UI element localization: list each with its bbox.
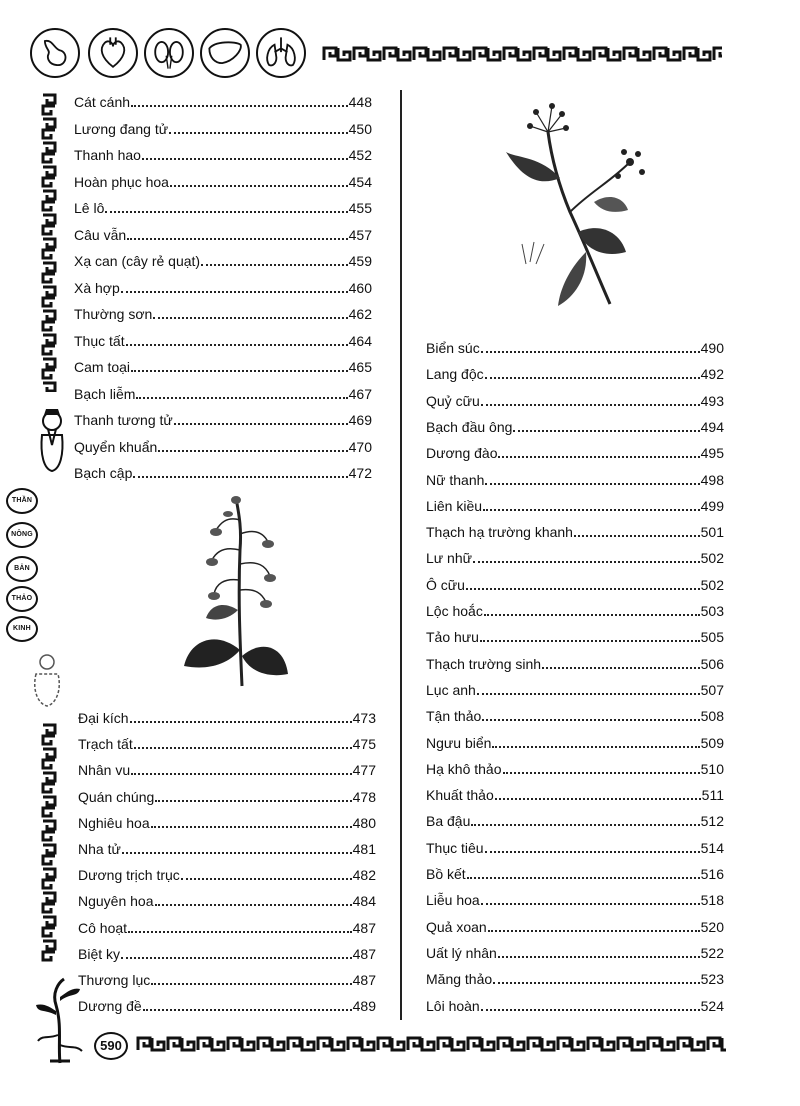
toc-entry-page: 490 (700, 340, 724, 356)
toc-entry-title: Thanh hao (74, 147, 141, 163)
dot-leader (485, 377, 700, 379)
dot-leader (493, 982, 699, 984)
toc-entry (426, 700, 724, 724)
dot-leader (131, 773, 351, 775)
toc-entry (74, 192, 372, 216)
dot-leader (480, 640, 700, 642)
toc-entry-title: Liễu hoa (426, 892, 480, 909)
toc-entry-page: 477 (352, 762, 376, 779)
toc-entry (78, 754, 376, 778)
toc-entry-page: 514 (700, 839, 724, 856)
toc-entry-title: Quyển khuẩn (74, 438, 158, 455)
greek-key-border-bottom (136, 1034, 726, 1054)
toc-entry-page: 450 (348, 120, 372, 137)
plant-root-illustration (30, 975, 90, 1065)
toc-entry-title: Lang độc (426, 366, 484, 383)
toc-entry-page: 465 (348, 359, 372, 375)
toc-entry-page: 523 (700, 971, 724, 988)
toc-entry-page: 512 (700, 813, 724, 830)
kidneys-icon (144, 28, 194, 78)
toc-entry-title: Thục tất (74, 332, 125, 349)
plant-illustration-left (176, 490, 306, 690)
toc-entry-title: Đại kích (78, 710, 129, 726)
toc-entry-title: Xạ can (cây rẻ quạt) (74, 253, 201, 269)
dot-leader (151, 983, 351, 985)
toc-entry (426, 332, 724, 356)
toc-entry (78, 938, 376, 962)
toc-entry-page: 516 (700, 866, 724, 882)
dot-leader (131, 370, 348, 372)
dot-leader (122, 852, 352, 854)
toc-entry-title: Lương đang tử (74, 120, 169, 137)
toc-entry-title: Hoàn phục hoa (74, 173, 169, 190)
toc-entry (426, 569, 724, 593)
toc-entry (426, 805, 724, 829)
toc-entry (78, 859, 376, 883)
toc-entry-title: Thường sơn (74, 306, 153, 322)
toc-entry-page: 475 (352, 736, 376, 753)
toc-entry (78, 964, 376, 988)
dot-leader (482, 719, 699, 721)
dot-leader (485, 483, 699, 485)
toc-entry-title: Lê lô (74, 200, 105, 216)
toc-entry-page: 455 (348, 200, 372, 216)
toc-entry-title: Cô hoạt (78, 919, 128, 936)
dot-leader (542, 667, 700, 669)
dot-leader (170, 185, 348, 187)
toc-entry (426, 437, 724, 461)
toc-entry (74, 351, 372, 375)
toc-entry-page: 454 (348, 173, 372, 190)
toc-entry-title: Măng thảo (426, 971, 493, 988)
toc-entry-page: 495 (700, 445, 724, 462)
toc-entry-page: 484 (352, 893, 376, 910)
toc-entry-title: Thanh tương tử (74, 412, 173, 428)
toc-entry (74, 139, 372, 163)
toc-entry-title: Bạch liễm (74, 385, 136, 402)
toc-entry (426, 490, 724, 514)
toc-entry-page: 510 (700, 760, 724, 777)
toc-entry-page: 459 (348, 253, 372, 269)
toc-entry-page: 503 (700, 603, 724, 619)
toc-entry-page: 509 (700, 734, 724, 751)
greek-key-border-left-top (40, 92, 58, 392)
figure-sketch-illustration (24, 650, 70, 710)
toc-entry-page: 499 (700, 497, 724, 514)
toc-entry-title: Bạch cập (74, 465, 133, 481)
toc-entry-title: Xà hợp (74, 279, 120, 296)
toc-entry-page: 502 (700, 576, 724, 593)
toc-entry-page: 492 (700, 366, 724, 383)
dot-leader (513, 430, 699, 432)
toc-entry-page: 482 (352, 867, 376, 884)
dot-leader (155, 800, 351, 802)
toc-entry (74, 245, 372, 269)
dot-leader (467, 877, 700, 879)
dot-leader (498, 456, 699, 458)
stomach-icon (30, 28, 80, 78)
lungs-icon (256, 28, 306, 78)
column-divider (400, 90, 402, 1020)
toc-entry-title: Dương đào (426, 445, 498, 462)
dot-leader (142, 158, 348, 160)
badge-thao: THẢO (6, 586, 38, 612)
toc-entry (74, 86, 372, 110)
dot-leader (466, 588, 700, 590)
greek-key-border-left-bottom (40, 722, 58, 962)
toc-entry (426, 595, 724, 619)
dot-leader (133, 476, 347, 478)
toc-entry-title: Trạch tất (78, 736, 133, 753)
toc-entry-title: Thương lục (78, 972, 151, 988)
dot-leader (201, 264, 348, 266)
toc-entry-page: 494 (700, 418, 724, 435)
dot-leader (151, 826, 352, 828)
dot-leader (473, 561, 700, 563)
dot-leader (471, 824, 699, 826)
toc-entry-title: Uất lý nhân (426, 944, 497, 961)
dot-leader (155, 904, 352, 906)
toc-entry-page: 505 (700, 629, 724, 646)
toc-entry-page: 480 (352, 814, 376, 831)
toc-entry-title: Liên kiều (426, 497, 483, 514)
plant-illustration-right (500, 92, 660, 312)
dot-leader (481, 903, 700, 905)
toc-entry (74, 166, 372, 190)
heart-icon (88, 28, 138, 78)
toc-entry (426, 858, 724, 882)
toc-entry (74, 378, 372, 402)
toc-entry-title: Thạch hạ trường khanh (426, 524, 573, 541)
toc-entry (74, 298, 372, 322)
toc-entry-title: Nghiêu hoa (78, 814, 150, 831)
toc-entry-title: Lôi hoàn (426, 997, 480, 1014)
toc-entry-title: Câu vẫn (74, 226, 127, 243)
dot-leader (481, 351, 700, 353)
toc-entry-page: 524 (700, 997, 724, 1014)
toc-entry-title: Dương đề (78, 998, 142, 1015)
toc-entry-title: Dương trịch trục (78, 867, 180, 884)
toc-entry (426, 542, 724, 566)
toc-entry-page: 464 (348, 332, 372, 349)
toc-entry (74, 272, 372, 296)
dot-leader (121, 291, 348, 293)
toc-entry-page: 493 (700, 392, 724, 409)
dot-leader (153, 317, 347, 319)
toc-entry-title: Thục tiêu (426, 839, 484, 856)
toc-entry (426, 753, 724, 777)
toc-entry-page: 478 (352, 788, 376, 805)
toc-entry-title: Tận thảo (426, 708, 482, 725)
toc-entry-page: 501 (700, 524, 724, 541)
toc-entry (426, 385, 724, 409)
toc-entry-page: 470 (348, 438, 372, 455)
toc-entry (426, 832, 724, 856)
toc-entry-title: Bạch đầu ông (426, 418, 513, 435)
dot-leader (105, 211, 347, 213)
toc-entry-page: 489 (352, 998, 376, 1015)
toc-entry-page: 518 (700, 892, 724, 909)
toc-entry-page: 469 (348, 412, 372, 428)
toc-entry-page: 452 (348, 147, 372, 163)
toc-entry-page: 460 (348, 279, 372, 296)
toc-entry (74, 404, 372, 428)
toc-entry-page: 507 (700, 681, 724, 698)
dot-leader (481, 404, 700, 406)
toc-entry (74, 325, 372, 349)
toc-entry (78, 807, 376, 831)
dot-leader (488, 930, 700, 932)
toc-entry (78, 990, 376, 1014)
toc-entry-page: 506 (700, 655, 724, 672)
toc-entry-page: 511 (701, 787, 724, 804)
toc-entry (78, 781, 376, 805)
toc-entry-title: Ô cữu (426, 576, 465, 593)
toc-entry-title: Nhân vu (78, 762, 131, 779)
dot-leader (126, 344, 348, 346)
toc-entry-page: 462 (348, 306, 372, 322)
toc-entry (74, 113, 372, 137)
toc-entry (426, 727, 724, 751)
toc-entry (426, 516, 724, 540)
toc-entry-page: 498 (700, 471, 724, 488)
toc-entry-page: 467 (348, 385, 372, 402)
toc-entry-title: Thạch trường sinh (426, 655, 542, 672)
toc-entry-page: 487 (352, 972, 376, 988)
toc-entry-title: Lộc hoắc (426, 603, 483, 619)
dot-leader (128, 931, 352, 933)
dot-leader (484, 614, 700, 616)
toc-entry-title: Ba đậu (426, 813, 471, 830)
toc-entry-page: 502 (700, 550, 724, 567)
greek-key-border-top (322, 44, 722, 64)
toc-entry-title: Biệt ky (78, 945, 121, 962)
liver-icon (200, 28, 250, 78)
toc-entry-title: Bồ kết (426, 866, 466, 882)
toc-entry-title: Quả xoan (426, 918, 487, 935)
toc-entry-page: 472 (348, 465, 372, 481)
toc-entry-title: Nha tử (78, 841, 121, 857)
dot-leader (503, 772, 700, 774)
toc-entry (426, 779, 724, 803)
toc-entry-title: Cát cánh (74, 94, 131, 110)
dot-leader (158, 450, 347, 452)
toc-entry-title: Cam toại (74, 359, 131, 375)
toc-entry-page: 481 (352, 841, 376, 857)
toc-entry (78, 833, 376, 857)
toc-entry-title: Ngưu biển (426, 734, 492, 751)
badge-kinh: KINH (6, 616, 38, 642)
toc-entry (426, 963, 724, 987)
dot-leader (477, 693, 700, 695)
toc-entry-title: Biển súc (426, 340, 480, 356)
dot-leader (498, 956, 700, 958)
dot-leader (131, 105, 348, 107)
toc-entry-page: 448 (348, 94, 372, 110)
toc-entry-title: Nguyên hoa (78, 893, 154, 910)
toc-entry-title: Quán chúng (78, 788, 155, 805)
dot-leader (574, 535, 700, 537)
dot-leader (130, 721, 352, 723)
toc-entry-page: 473 (352, 710, 376, 726)
toc-entry-page: 487 (352, 919, 376, 936)
toc-entry (426, 884, 724, 908)
dot-leader (169, 132, 348, 134)
toc-entry (426, 621, 724, 645)
toc-entry (78, 702, 376, 726)
toc-entry (78, 885, 376, 909)
dot-leader (143, 1009, 352, 1011)
toc-entry-page: 508 (700, 708, 724, 725)
toc-entry (426, 648, 724, 672)
toc-entry (74, 219, 372, 243)
toc-entry (426, 911, 724, 935)
toc-entry-title: Quỷ cữu (426, 392, 480, 409)
badge-ban: BẢN (6, 556, 38, 582)
dot-leader (481, 1009, 700, 1011)
toc-entry-page: 520 (700, 918, 724, 935)
toc-entry (74, 457, 372, 481)
toc-entry (426, 358, 724, 382)
toc-entry (426, 411, 724, 435)
toc-entry (426, 464, 724, 488)
dot-leader (121, 957, 352, 959)
dot-leader (495, 798, 701, 800)
toc-entry-title: Khuất thảo (426, 787, 494, 804)
dot-leader (127, 238, 347, 240)
toc-entry (426, 674, 724, 698)
page-number: 590 (94, 1032, 128, 1060)
badge-nong: NÔNG (6, 522, 38, 548)
dot-leader (174, 423, 348, 425)
toc-entry (426, 990, 724, 1014)
dot-leader (483, 509, 700, 511)
toc-entry (78, 728, 376, 752)
toc-entry (78, 912, 376, 936)
toc-entry-page: 487 (352, 945, 376, 962)
toc-entry-title: Lư nhữ (426, 550, 472, 567)
toc-entry (74, 431, 372, 455)
sage-figure-illustration (30, 405, 74, 475)
badge-than: THẦN (6, 488, 38, 514)
dot-leader (181, 878, 352, 880)
dot-leader (492, 746, 699, 748)
dot-leader (136, 397, 347, 399)
toc-entry-title: Hạ khô thảo (426, 760, 502, 777)
toc-entry-page: 457 (348, 226, 372, 243)
dot-leader (134, 747, 352, 749)
toc-entry (426, 937, 724, 961)
toc-entry-title: Tảo hưu (426, 629, 479, 646)
toc-entry-page: 522 (700, 944, 724, 961)
toc-entry-title: Lục anh (426, 681, 476, 698)
toc-entry-title: Nữ thanh (426, 471, 485, 488)
dot-leader (485, 851, 700, 853)
